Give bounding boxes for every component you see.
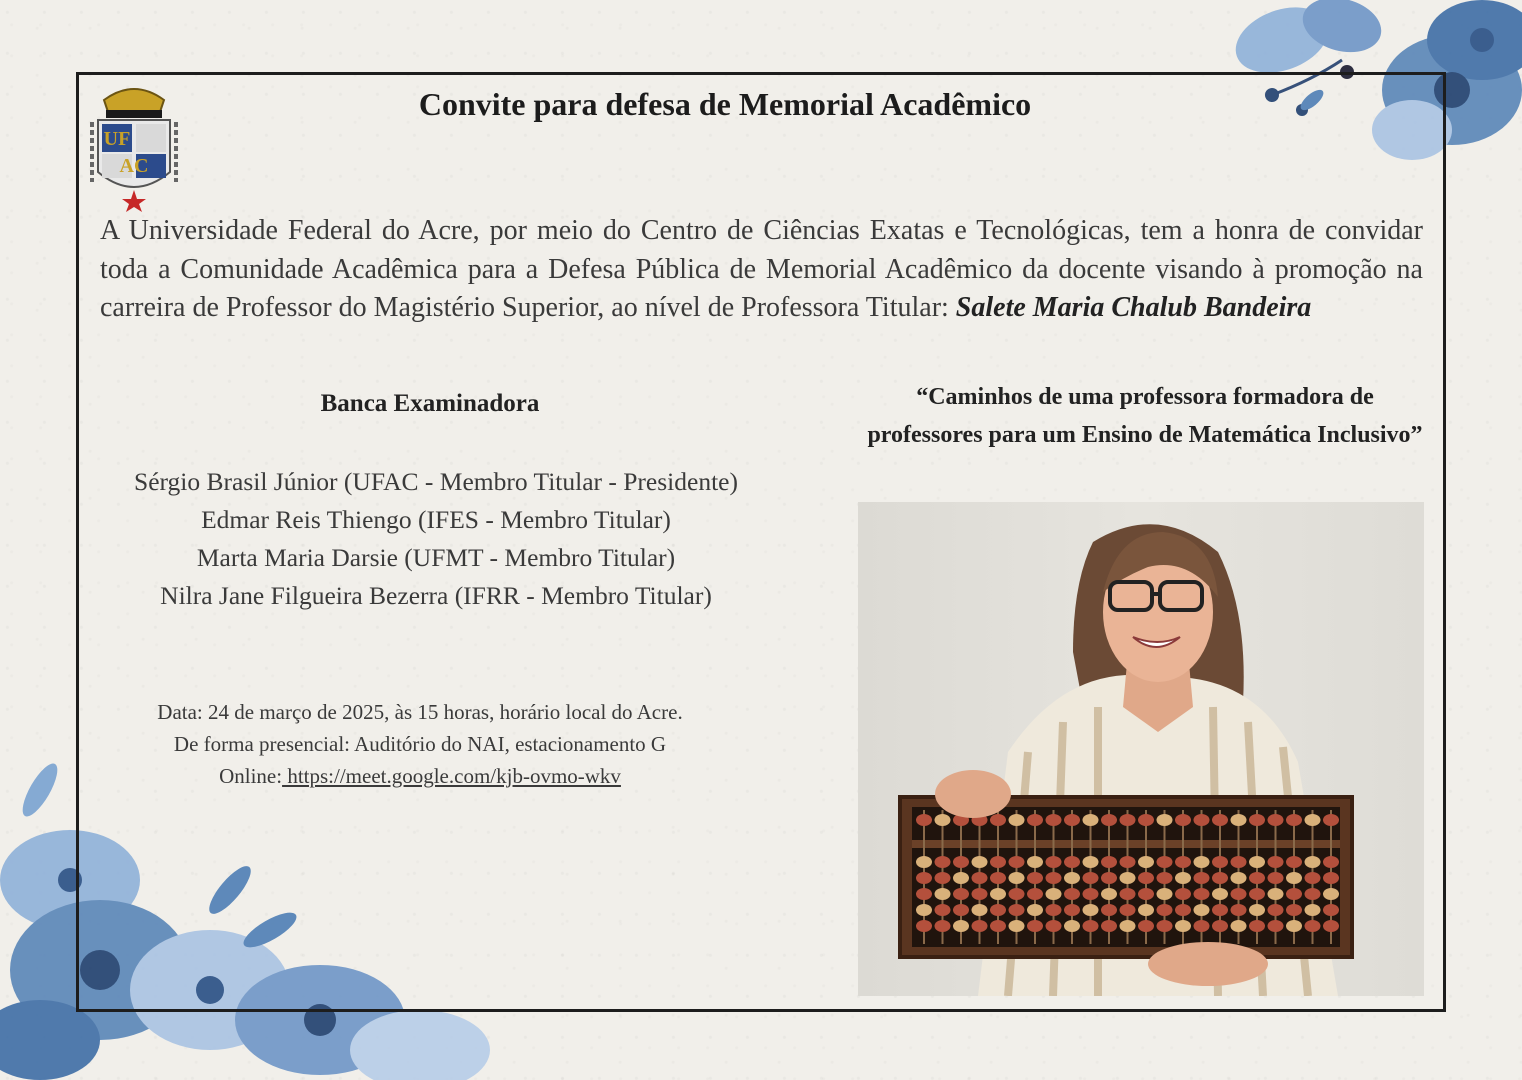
- event-date: Data: 24 de março de 2025, às 15 horas, horário local do Acre.: [157, 700, 683, 724]
- intro-paragraph: [100, 212, 1423, 328]
- banca-member: Marta Maria Darsie (UFMT - Membro Titular): [196, 543, 676, 572]
- memorial-title: “Caminhos de uma professora formadora de professores para um Ensino de Matemática Inclusivo”: [867, 384, 1423, 448]
- banca-member: Nilra Jane Filgueira Bezerra (IFRR - Membro Titular): [160, 581, 712, 610]
- intro-text: A Universidade Federal do Acre, por meio do Centro de Ciências Exatas e Tecnológicas, tem a honra de convidar toda a Comunidade Acadêmica para a Defesa Pública de Memorial Acadêmico da docente visando à promoção na carreira de Professor do Magistério Superior, ao nível de Professora Titular:: [100, 215, 1423, 323]
- banca-member: Sérgio Brasil Júnior (UFAC - Membro Titular - Presidente): [134, 467, 738, 496]
- event-online: [90, 760, 750, 792]
- docente-photo-illustration: [858, 502, 1424, 996]
- docente-name: Salete Maria Chalub Bandeira: [955, 292, 1312, 323]
- logo-letter-ac: AC: [119, 155, 149, 177]
- banca-members-list: [90, 463, 782, 615]
- banca-title: Banca Examinadora: [320, 390, 540, 417]
- online-label: Online:: [219, 764, 283, 788]
- event-info: [90, 696, 750, 792]
- docente-photo: [858, 502, 1424, 996]
- ufac-logo: [86, 72, 182, 212]
- page-title: Convite para defesa de Memorial Acadêmico: [418, 86, 1032, 122]
- meet-link[interactable]: https://meet.google.com/kjb-ovmo-wkv: [282, 764, 621, 788]
- banca-member: Edmar Reis Thiengo (IFES - Membro Titular): [201, 505, 671, 534]
- logo-letter-u: UF: [103, 128, 131, 150]
- event-location: De forma presencial: Auditório do NAI, estacionamento G: [173, 732, 667, 756]
